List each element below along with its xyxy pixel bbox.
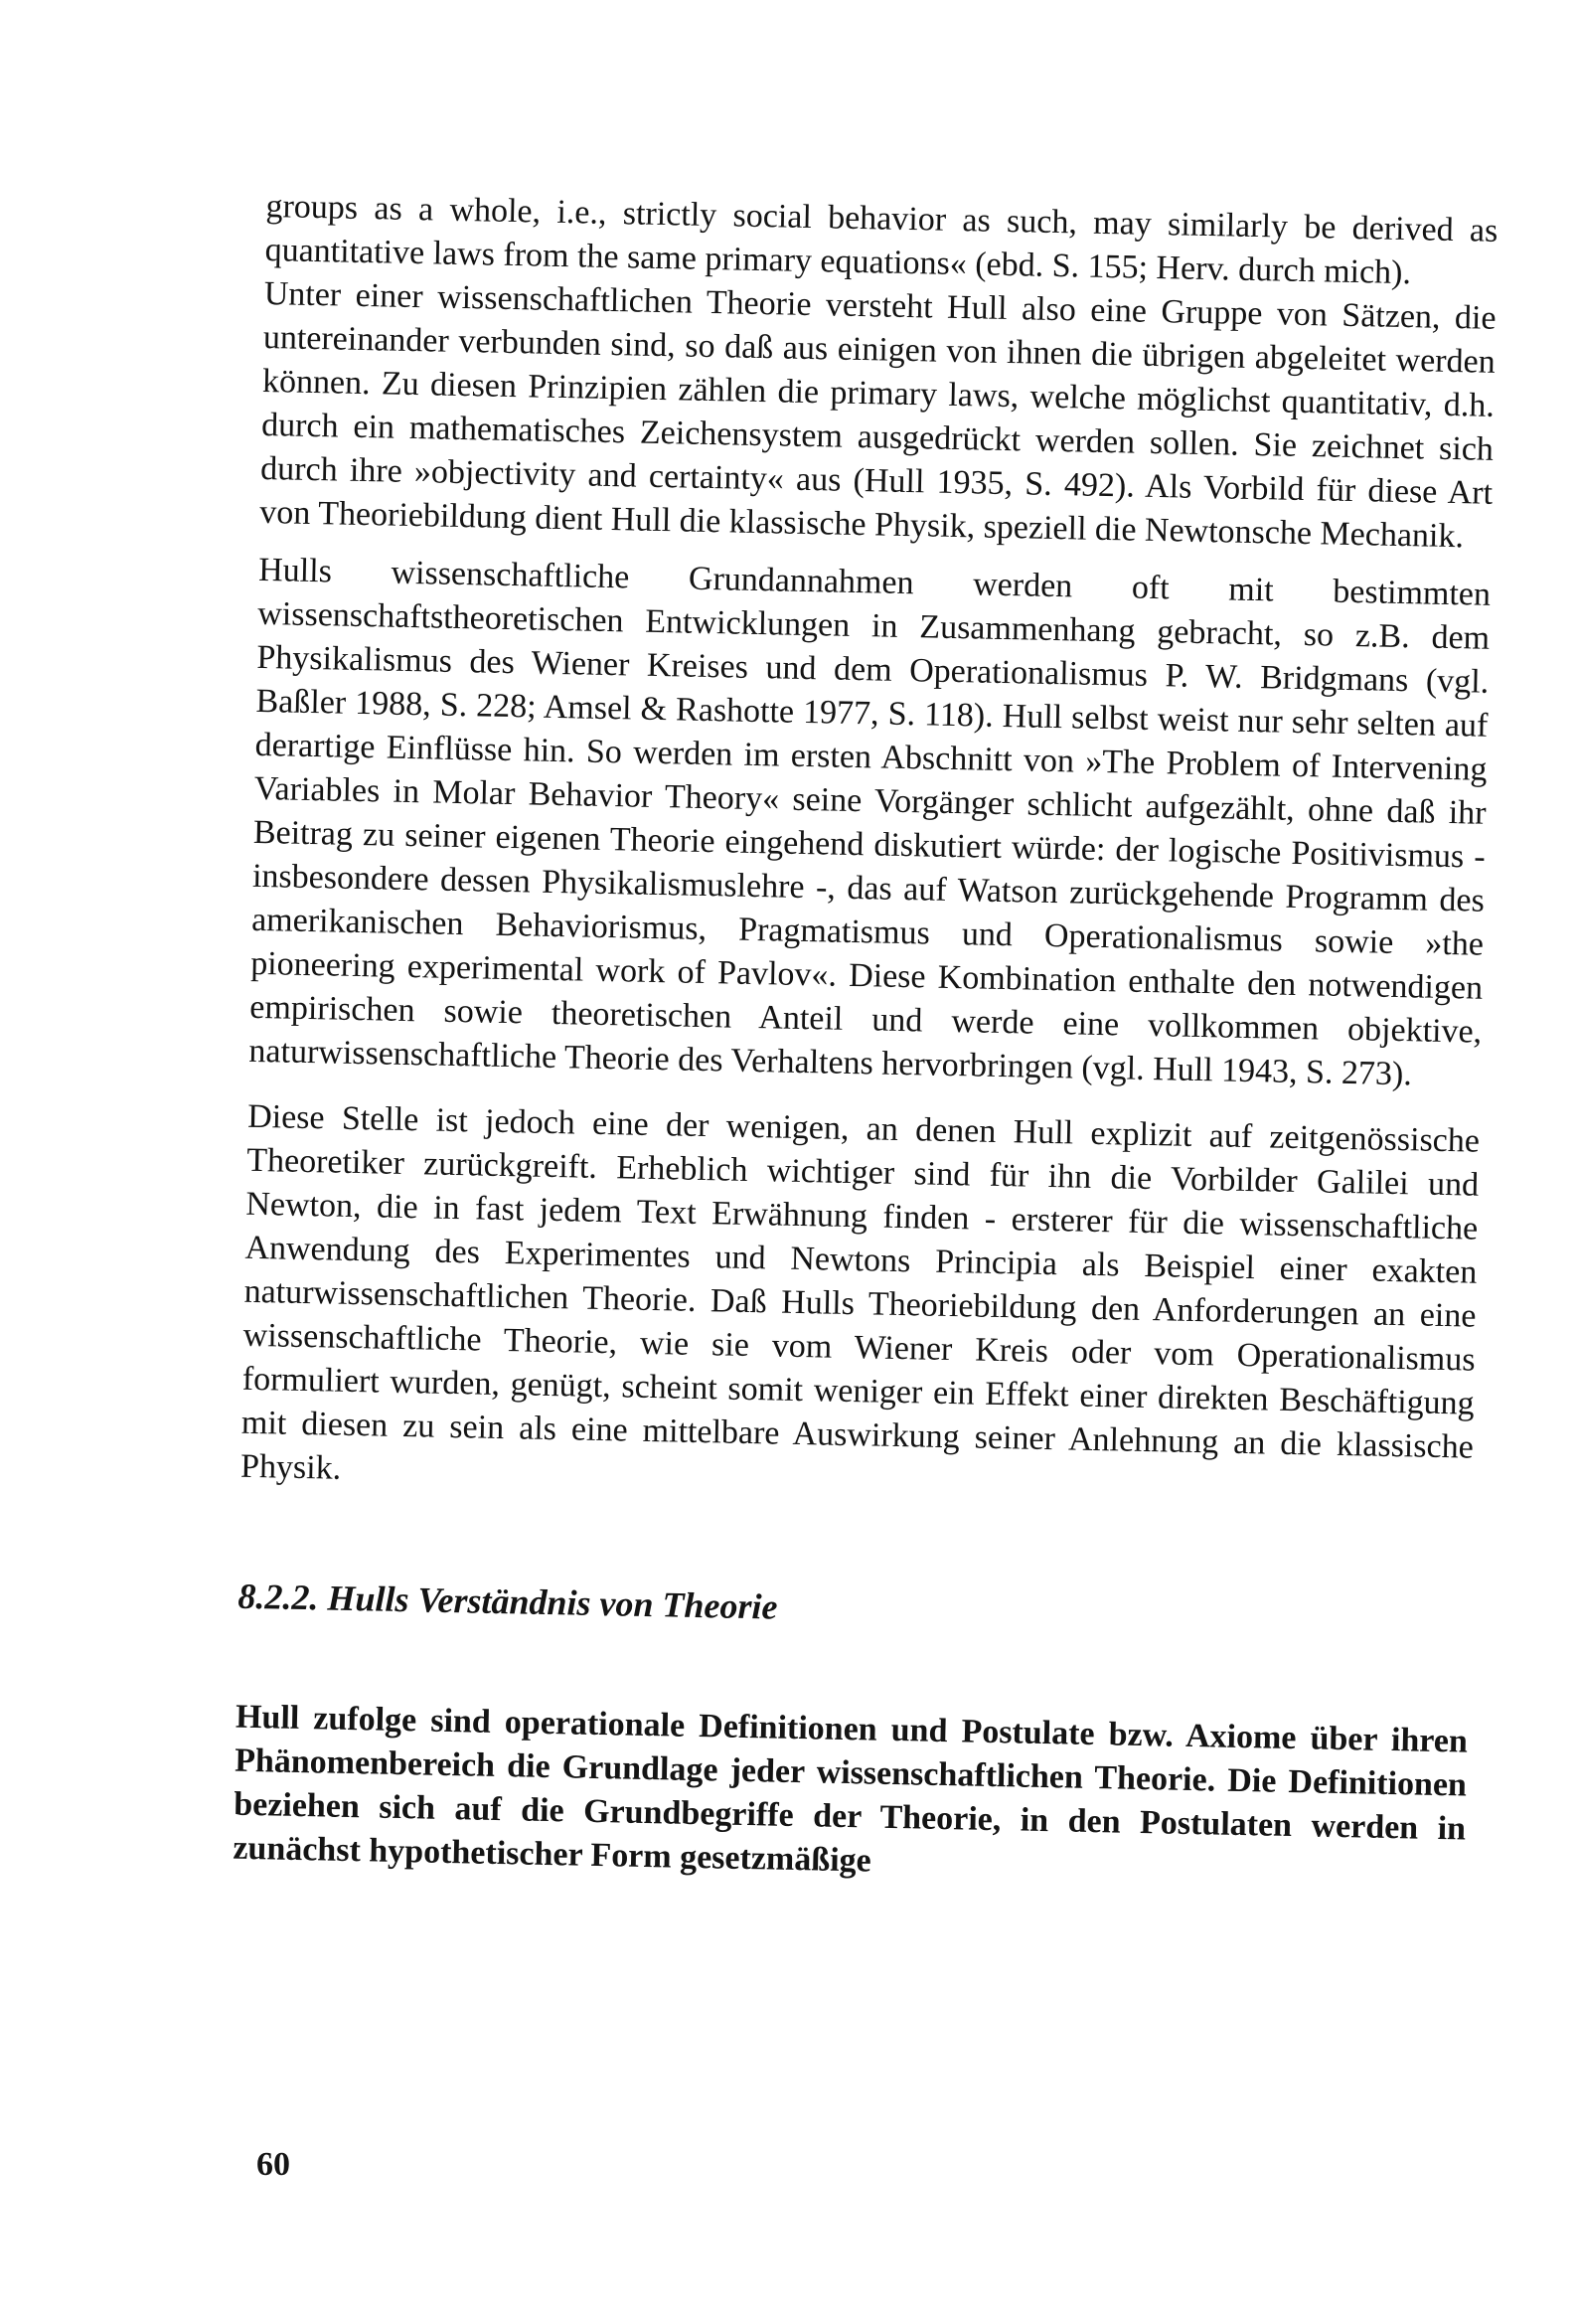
paragraph-galilei-newton: Diese Stelle ist jedoch eine der wenigen, an denen Hull explizit auf zeitgenössische Theoretiker zurückgreift. Erheblich wichtiger sind für ihn die Vorbilder Galilei und Newton, die in fast jedem Text Erwähnung finden - ersterer für die wissenschaftliche Anwendung des Experimentes und Newtons Principia als Beispiel einer exakten naturwissenschaftlichen Theorie. Daß Hulls Theoriebildung den Anforderungen an eine wissenschaftliche Theorie, wie sie vom Wiener Kreis oder vom Operationalismus formuliert wurden, genügt, scheint somit weniger ein Effekt einer direkten Beschäftigung mit diesen zu sein als eine mittelbare Auswirkung seiner Anlehnung an die klassische Physik. (239, 1097, 1481, 1487)
paragraph-section-intro: Hull zufolge sind operationale Definitionen und Postulate bzw. Axiome über ihren Phänomenbereich die Grundlage jeder wissenschaftlichen Theorie. Die Definitionen beziehen sich auf die Grundbegriffe der Theorie, in den Postulaten werden in zunächst hypothetischer Form gesetzmäßige (233, 1698, 1469, 1880)
text-block (233, 185, 1498, 1896)
section-heading: 8.2.2. Hulls Verständnis von Theorie (237, 1576, 778, 1627)
paragraph-influences: Hulls wissenschaftliche Grundannahmen werden oft mit bestimmten wissenschaftstheoretischen Entwicklungen in Zusammenhang gebracht, so z.B. dem Physikalismus des Wiener Kreises und dem Operationalismus P. W. Bridgmans (vgl. Baßler 1988, S. 228; Amsel & Rashotte 1977, S. 118). Hull selbst weist nur sehr selten auf derartige Einflüsse hin. So werden im ersten Abschnitt von »The Problem of Intervening Variables in Molar Behavior Theory« seine Vorgänger schlicht aufgezählt, ohne daß ihr Beitrag zu seiner eigenen Theorie eingehend diskutiert würde: der logische Positivismus - insbesondere dessen Physikalismuslehre -, das auf Watson zurückgehende Programm des amerikanischen Behaviorismus, Pragmatismus und Operationalismus sowie »the pioneering experimental work of Pavlov«. Diese Kombination enthalte den notwendigen empirischen sowie theoretischen Anteil und werde eine vollkommen objektive, naturwissenschaftliche Theorie des Verhaltens hervorbringen (vgl. Hull 1943, S. 273). (248, 551, 1492, 1093)
paragraph-quote-end: groups as a whole, i.e., strictly social behavior as such, may similarly be derived as quantitative laws from the same primary equations« (ebd. S. 155; Herv. durch mich). (264, 187, 1498, 292)
paragraph-theory-definition: Unter einer wissenschaftlichen Theorie versteht Hull also eine Gruppe von Sätzen, die untereinander verbunden sind, so daß aus einigen von ihnen die übrigen abgeleitet werden können. Zu diesen Prinzipien zählen die primary laws, welche möglichst quantitativ, d.h. durch ein mathematisches Zeichensystem ausgedrückt werden sollen. Sie zeichnet sich durch ihre »objectivity and certainty« aus (Hull 1935, S. 492). Als Vorbild für diese Art von Theoriebildung dient Hull die klassische Physik, speziell die Newtonsche Mechanik. (259, 274, 1497, 556)
page-number: 60 (256, 2146, 290, 2183)
